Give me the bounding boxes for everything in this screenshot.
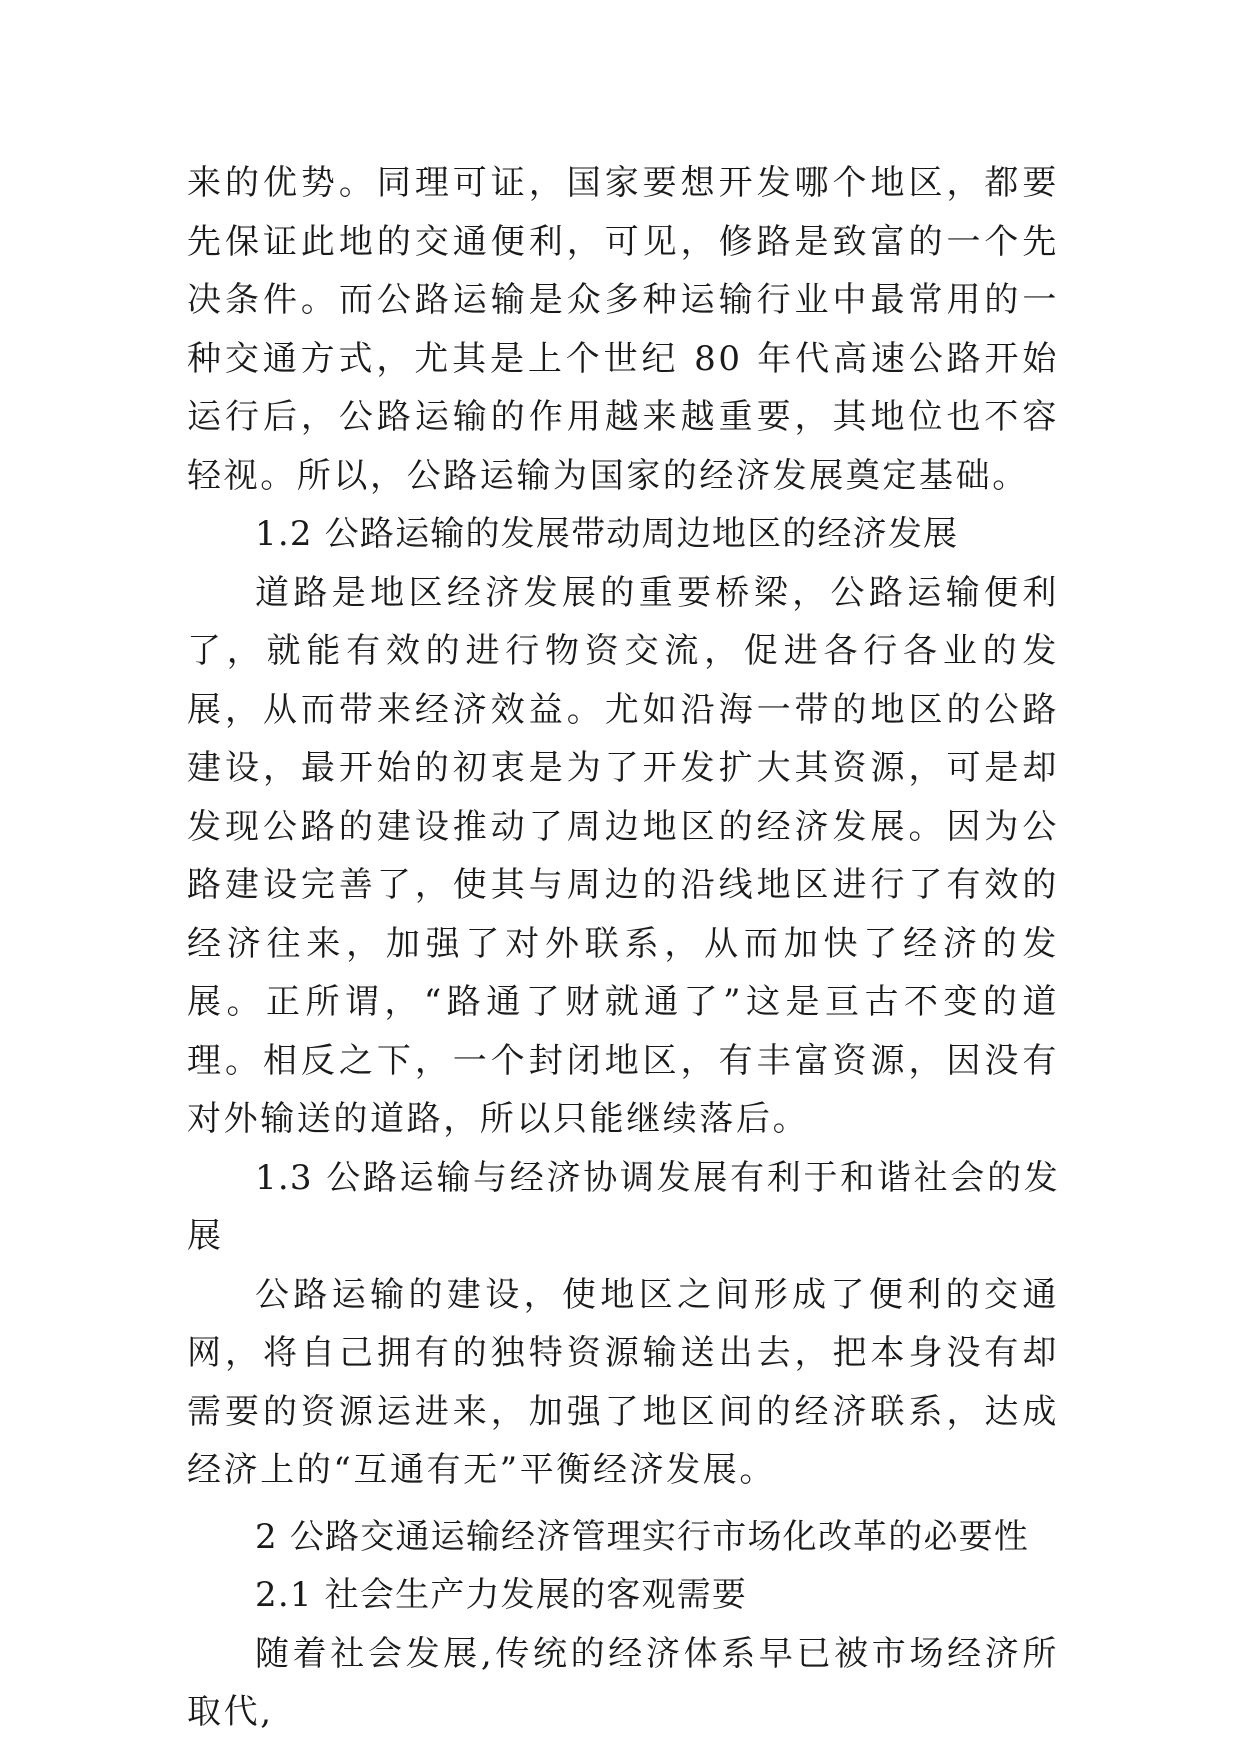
body-paragraph-2-1: 随着社会发展,传统的经济体系早已被市场经济所取代, bbox=[187, 1633, 1059, 1732]
section-heading-1-2: 1.2 公路运输的发展带动周边地区的经济发展 bbox=[255, 514, 959, 554]
section-heading-1-3: 1.3 公路运输与经济协调发展有利于和谐社会的发展 bbox=[187, 1157, 1059, 1256]
body-paragraph-1-3: 公路运输的建设，使地区之间形成了便利的交通网，将自己拥有的独特资源输送出去，把本身没有却需要的资源运进来，加强了地区间的经济联系，达成经济上的“互通有无”平衡经济发展。 bbox=[187, 1274, 1059, 1490]
body-paragraph-1-2: 道路是地区经济发展的重要桥梁，公路运输便利了，就能有效的进行物资交流，促进各行各业的发展，从而带来经济效益。尤如沿海一带的地区的公路建设，最开始的初衷是为了开发扩大其资源，可是却发现公路的建设推动了周边地区的经济发展。因为公路建设完善了，使其与周边的沿线地区进行了有效的经济往来，加强了对外联系，从而加快了经济的发展。正所谓，“路通了财就通了”这是亘古不变的道理。相反之下，一个封闭地区，有丰富资源，因没有对外输送的道路，所以只能继续落后。 bbox=[187, 572, 1059, 1139]
section-heading-2-1: 2.1 社会生产力发展的客观需要 bbox=[255, 1575, 748, 1615]
body-paragraph-continued: 来的优势。同理可证，国家要想开发哪个地区，都要先保证此地的交通便利，可见，修路是致富的一个先决条件。而公路运输是众多种运输行业中最常用的一种交通方式，尤其是上个世纪 80 年代高速公路开始运行后，公路运输的作用越来越重要，其地位也不容轻视。所以，公路运输为国家的经济发展奠定基础。 bbox=[187, 163, 1059, 496]
section-heading-2: 2 公路交通运输经济管理实行市场化改革的必要性 bbox=[255, 1516, 1030, 1557]
document-body bbox=[187, 154, 1059, 1742]
